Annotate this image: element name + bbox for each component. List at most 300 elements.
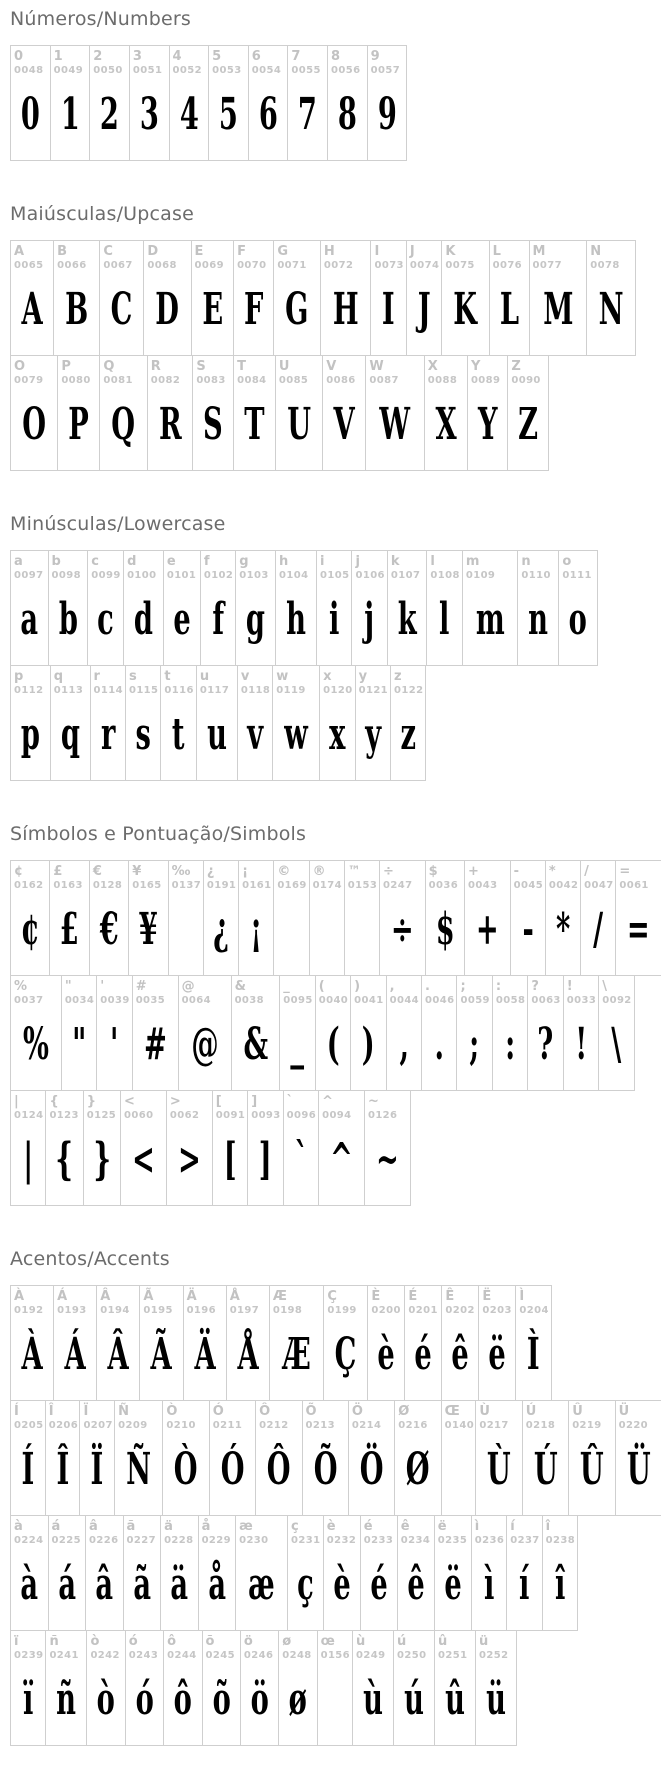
unicode-code: 0072 xyxy=(323,260,354,271)
glyph-cell xyxy=(10,975,62,1091)
cell-header xyxy=(88,551,123,582)
cell-header xyxy=(581,861,615,892)
unicode-code: 0125 xyxy=(86,1110,117,1121)
font-glyph: Å xyxy=(237,1329,259,1380)
unicode-code: 0174 xyxy=(312,880,342,891)
font-glyph: à xyxy=(20,1559,39,1610)
unicode-code: 0040 xyxy=(318,995,349,1006)
section-symbols xyxy=(10,823,661,1206)
unicode-code: 0086 xyxy=(326,375,356,386)
glyph-cell xyxy=(53,1285,97,1401)
glyph-cell xyxy=(147,355,194,471)
reference-char: æ xyxy=(239,1519,253,1534)
cell-header xyxy=(238,666,272,697)
font-glyph: á xyxy=(57,1559,76,1610)
font-glyph: ? xyxy=(537,1019,554,1070)
glyph-cell xyxy=(558,550,597,666)
reference-char: ö xyxy=(243,1634,253,1649)
unicode-code: 0117 xyxy=(199,685,230,696)
glyph-cell xyxy=(50,45,91,161)
unicode-code: 0113 xyxy=(53,685,84,696)
unicode-code: 0097 xyxy=(14,570,44,581)
cell-header xyxy=(197,666,237,697)
reference-char: S xyxy=(196,359,206,374)
reference-char: Î xyxy=(48,1404,54,1419)
reference-char: å xyxy=(201,1519,211,1534)
font-glyph: c xyxy=(97,594,114,645)
reference-char: 8 xyxy=(331,49,341,64)
unicode-code: 0123 xyxy=(49,1110,79,1121)
font-glyph: j xyxy=(364,594,375,645)
glyph-cell xyxy=(506,1515,542,1631)
unicode-code: 0243 xyxy=(128,1650,159,1661)
glyph-cell xyxy=(99,355,147,471)
glyph-cell xyxy=(45,1630,87,1746)
unicode-code: 0102 xyxy=(203,570,234,581)
glyph-cell xyxy=(426,550,462,666)
unicode-code: 0079 xyxy=(14,375,44,386)
unicode-code: 0121 xyxy=(358,685,389,696)
cell-header xyxy=(559,551,596,582)
cell-header xyxy=(569,1401,614,1432)
font-glyph: : xyxy=(505,1019,516,1070)
unicode-code: 0052 xyxy=(172,65,202,76)
font-glyph: Ó xyxy=(220,1444,245,1495)
unicode-code: 0049 xyxy=(53,65,84,76)
glyph-cell xyxy=(233,355,276,471)
unicode-code: 0085 xyxy=(278,375,309,386)
section-accents xyxy=(10,1248,661,1746)
cell-header xyxy=(361,1516,397,1547)
unicode-code: 0057 xyxy=(370,65,401,76)
font-glyph: Æ xyxy=(282,1329,311,1380)
reference-char: M xyxy=(532,244,546,259)
cell-header xyxy=(280,976,314,1007)
reference-char: ÷ xyxy=(383,864,394,879)
glyph-cell xyxy=(322,355,366,471)
font-glyph: i xyxy=(329,594,340,645)
font-glyph: Ô xyxy=(266,1444,291,1495)
font-glyph: ë xyxy=(444,1559,462,1610)
reference-char: W xyxy=(369,359,384,374)
glyph-cell xyxy=(272,665,320,781)
cell-header xyxy=(54,241,99,272)
reference-char: î xyxy=(545,1519,551,1534)
font-glyph xyxy=(175,892,196,975)
unicode-code: 0191 xyxy=(206,880,237,891)
cell-header xyxy=(46,1401,80,1432)
cell-header xyxy=(11,1401,45,1432)
font-glyph: I xyxy=(382,284,396,335)
glyph-cell xyxy=(309,860,345,976)
font-glyph: 6 xyxy=(258,89,278,140)
cell-header xyxy=(236,551,275,582)
font-glyph: o xyxy=(569,594,588,645)
reference-char: v xyxy=(240,669,250,684)
reference-char: ô xyxy=(167,1634,177,1649)
font-glyph: " xyxy=(71,1019,87,1070)
glyph-cell xyxy=(510,860,546,976)
glyph-cell xyxy=(478,1285,516,1401)
glyph-cell xyxy=(231,975,281,1091)
reference-char: Ú xyxy=(525,1404,537,1419)
unicode-code: 0099 xyxy=(91,570,121,581)
cell-header xyxy=(11,976,61,1007)
reference-char: ¿ xyxy=(206,864,215,879)
glyph-cell xyxy=(323,1515,361,1631)
cell-header xyxy=(11,666,50,697)
reference-char: â xyxy=(89,1519,98,1534)
font-glyph xyxy=(316,892,337,975)
unicode-code: 0094 xyxy=(322,1110,352,1121)
font-glyph: w xyxy=(284,709,308,760)
cell-header xyxy=(587,241,635,272)
reference-char: m xyxy=(465,554,480,569)
glyph-cell xyxy=(114,1400,163,1516)
reference-char: ñ xyxy=(49,1634,59,1649)
cell-header xyxy=(288,46,327,77)
unicode-code: 0205 xyxy=(14,1420,44,1431)
cell-header xyxy=(239,861,273,892)
reference-char: U xyxy=(278,359,290,374)
reference-char: L xyxy=(492,244,501,259)
reference-char: © xyxy=(277,864,291,879)
section-title-uppercase: Maiúsculas/Upcase xyxy=(10,203,195,225)
reference-char: Á xyxy=(57,1289,68,1304)
cell-header xyxy=(511,861,545,892)
glyph-cell xyxy=(615,1400,661,1516)
font-glyph: Î xyxy=(56,1444,69,1495)
glyph-cell xyxy=(492,975,528,1091)
font-glyph: O xyxy=(22,399,47,450)
font-glyph: q xyxy=(60,709,80,760)
reference-char: à xyxy=(14,1519,23,1534)
unicode-code: 0083 xyxy=(196,375,226,386)
cell-header xyxy=(279,1631,316,1662)
glyph-cell xyxy=(10,1285,54,1401)
unicode-code: 0163 xyxy=(53,880,83,891)
cell-header xyxy=(288,1516,323,1547)
cell-header xyxy=(394,1631,434,1662)
cell-header xyxy=(248,1091,282,1122)
unicode-code: 0071 xyxy=(277,260,307,271)
font-glyph: ú xyxy=(404,1674,424,1725)
section-lowercase xyxy=(10,513,661,781)
cell-header xyxy=(407,241,441,272)
unicode-code: 0213 xyxy=(305,1420,335,1431)
glyph-cell xyxy=(238,860,274,976)
unicode-code: 0217 xyxy=(479,1420,509,1431)
unicode-code: 0047 xyxy=(584,880,614,891)
unicode-code: 0201 xyxy=(408,1305,438,1316)
reference-char: œ xyxy=(320,1634,335,1649)
glyph-cell xyxy=(278,1630,317,1746)
reference-char: z xyxy=(394,669,402,684)
unicode-code: 0198 xyxy=(272,1305,303,1316)
reference-char: Ã xyxy=(143,1289,154,1304)
glyph-cell xyxy=(96,1285,140,1401)
unicode-code: 0233 xyxy=(363,1535,394,1546)
font-glyph: a xyxy=(20,594,39,645)
glyph-row xyxy=(10,1515,661,1631)
font-glyph: å xyxy=(207,1559,226,1610)
cell-header xyxy=(276,356,322,387)
font-glyph: b xyxy=(58,594,78,645)
unicode-code: 0101 xyxy=(166,570,197,581)
unicode-code: 0050 xyxy=(93,65,123,76)
glyph-cell xyxy=(387,550,428,666)
unicode-code: 0045 xyxy=(513,880,544,891)
unicode-code: 0211 xyxy=(212,1420,243,1431)
glyph-cell xyxy=(128,860,168,976)
unicode-code: 0241 xyxy=(49,1650,79,1661)
reference-char: P xyxy=(61,359,71,374)
reference-char: A xyxy=(14,244,25,259)
font-glyph: S xyxy=(203,399,224,450)
reference-char: e xyxy=(166,554,176,569)
cell-header xyxy=(234,241,273,272)
cell-header xyxy=(86,1516,123,1547)
unicode-code: 0124 xyxy=(14,1110,44,1121)
unicode-code: 0137 xyxy=(171,880,202,891)
unicode-code: 0120 xyxy=(323,685,353,696)
cell-header xyxy=(599,976,633,1007)
glyph-cell xyxy=(83,1090,121,1206)
reference-char: ( xyxy=(318,979,325,994)
reference-char: q xyxy=(53,669,64,684)
font-glyph: > xyxy=(177,1134,201,1185)
unicode-code: 0140 xyxy=(444,1420,475,1431)
font-glyph: & xyxy=(243,1019,268,1070)
reference-char: g xyxy=(239,554,249,569)
glyph-cell xyxy=(125,665,161,781)
glyph-cell xyxy=(370,240,406,356)
unicode-code: 0054 xyxy=(251,65,282,76)
cell-header xyxy=(368,46,407,77)
unicode-code: 0073 xyxy=(374,260,404,271)
reference-char: ¡ xyxy=(242,864,249,879)
unicode-code: 0209 xyxy=(118,1420,148,1431)
font-glyph: K xyxy=(453,284,478,335)
unicode-code: 0237 xyxy=(510,1535,540,1546)
reference-char: * xyxy=(548,864,556,879)
cell-header xyxy=(91,666,125,697)
cell-header xyxy=(345,861,379,892)
font-glyph: - xyxy=(522,904,534,955)
cell-header xyxy=(442,241,488,272)
glyph-cell xyxy=(507,355,549,471)
cell-header xyxy=(395,1401,440,1432)
cell-header xyxy=(442,1286,478,1317)
font-glyph: t xyxy=(172,709,185,760)
font-glyph: R xyxy=(158,399,182,450)
glyph-row xyxy=(10,240,661,356)
reference-char: ? xyxy=(531,979,539,994)
cell-header xyxy=(468,356,507,387)
glyph-cell xyxy=(89,860,129,976)
unicode-code: 0077 xyxy=(532,260,562,271)
glyph-cell xyxy=(86,1630,125,1746)
reference-char: G xyxy=(277,244,288,259)
reference-char: & xyxy=(234,979,246,994)
reference-char: " xyxy=(64,979,72,994)
glyph-cell xyxy=(160,665,196,781)
reference-char: ¢ xyxy=(14,864,24,879)
font-glyph: ç xyxy=(297,1559,314,1610)
reference-char: ø xyxy=(282,1634,292,1649)
font-glyph: / xyxy=(593,904,604,955)
glyph-cell xyxy=(168,860,204,976)
cell-header xyxy=(163,1401,208,1432)
unicode-code: 0098 xyxy=(51,570,81,581)
unicode-code: 0051 xyxy=(132,65,163,76)
glyph-cell xyxy=(360,1515,398,1631)
reference-char: ® xyxy=(312,864,326,879)
unicode-code: 0087 xyxy=(369,375,399,386)
font-glyph: * xyxy=(555,904,571,955)
glyph-cell xyxy=(327,45,368,161)
reference-char: 7 xyxy=(291,49,301,64)
unicode-code: 0082 xyxy=(150,375,181,386)
glyph-cell xyxy=(45,1090,83,1206)
unicode-code: 0196 xyxy=(186,1305,216,1316)
reference-char: F xyxy=(237,244,246,259)
cell-header xyxy=(273,666,319,697)
cell-header xyxy=(616,861,661,892)
font-glyph: M xyxy=(542,284,574,335)
glyph-cell xyxy=(317,1630,353,1746)
unicode-code: 0033 xyxy=(566,995,597,1006)
reference-char: K xyxy=(445,244,456,259)
unicode-code: 0128 xyxy=(92,880,123,891)
cell-header xyxy=(46,1631,86,1662)
cell-header xyxy=(100,241,143,272)
glyph-cell xyxy=(355,665,391,781)
reference-char: i xyxy=(320,554,325,569)
unicode-code: 0203 xyxy=(482,1305,512,1316)
unicode-code: 0251 xyxy=(438,1650,468,1661)
cell-header xyxy=(284,1091,318,1122)
font-glyph: 2 xyxy=(100,89,120,140)
font-glyph: Q xyxy=(111,399,136,450)
cell-header xyxy=(274,861,308,892)
reference-char: x xyxy=(323,669,332,684)
glyph-cell xyxy=(178,975,232,1091)
unicode-code: 0110 xyxy=(521,570,551,581)
cell-header xyxy=(405,1286,441,1317)
unicode-code: 0247 xyxy=(383,880,413,891)
font-glyph xyxy=(324,1662,345,1745)
cell-header xyxy=(184,1286,226,1317)
font-glyph: € xyxy=(99,904,119,955)
cell-header xyxy=(324,1286,367,1317)
glyph-cell xyxy=(10,1515,49,1631)
glyph-cell xyxy=(319,665,355,781)
cell-header xyxy=(425,356,467,387)
glyph-cell xyxy=(208,45,249,161)
unicode-code: 0229 xyxy=(201,1535,232,1546)
reference-char: ^ xyxy=(322,1094,333,1109)
glyph-cell xyxy=(517,550,559,666)
font-glyph: r xyxy=(100,709,115,760)
unicode-code: 0075 xyxy=(445,260,475,271)
font-glyph: W xyxy=(379,399,411,450)
font-glyph: ë xyxy=(488,1329,507,1380)
glyph-cell xyxy=(99,240,144,356)
cell-header xyxy=(616,1401,661,1432)
reference-char: [ xyxy=(215,1094,222,1109)
unicode-code: 0092 xyxy=(602,995,632,1006)
glyph-cell xyxy=(125,1630,164,1746)
glyph-row xyxy=(10,1090,661,1206)
font-glyph: Ì xyxy=(527,1329,540,1380)
glyph-cell xyxy=(404,1285,442,1401)
unicode-code: 0107 xyxy=(390,570,421,581)
unicode-code: 0041 xyxy=(354,995,384,1006)
reference-char: - xyxy=(513,864,520,879)
glyph-cell xyxy=(580,860,616,976)
glyph-cell xyxy=(527,975,563,1091)
font-glyph: Ç xyxy=(335,1329,357,1380)
unicode-code: 0042 xyxy=(548,880,579,891)
unicode-code: 0234 xyxy=(400,1535,431,1546)
font-glyph: P xyxy=(68,399,90,450)
cell-header xyxy=(90,861,128,892)
glyph-cell xyxy=(275,550,317,666)
font-glyph: $ xyxy=(435,904,455,955)
reference-char: Œ xyxy=(444,1404,460,1419)
reference-char: R xyxy=(150,359,161,374)
cell-header xyxy=(274,241,320,272)
cell-header xyxy=(179,976,231,1007)
font-glyph: ! xyxy=(575,1019,588,1070)
cell-header xyxy=(126,666,160,697)
glyph-cell xyxy=(96,975,132,1091)
unicode-code: 0200 xyxy=(371,1305,401,1316)
reference-char: ~ xyxy=(367,1094,379,1109)
reference-char: Ö xyxy=(351,1404,363,1419)
reference-char: € xyxy=(92,864,102,879)
glyph-cell xyxy=(10,1400,46,1516)
unicode-code: 0059 xyxy=(460,995,490,1006)
unicode-code: 0038 xyxy=(234,995,264,1006)
glyph-cell xyxy=(89,45,130,161)
glyph-cell xyxy=(287,1515,324,1631)
glyph-cell xyxy=(365,355,424,471)
reference-char: Û xyxy=(572,1404,583,1419)
cell-header xyxy=(124,1516,161,1547)
font-glyph: Y xyxy=(477,399,498,450)
reference-char: % xyxy=(14,979,28,994)
glyph-cell xyxy=(48,550,89,666)
section-title-lowercase: Minúsculas/Lowercase xyxy=(10,513,226,535)
reference-char: E xyxy=(194,244,204,259)
reference-char: ™ xyxy=(347,864,361,879)
reference-char: ä xyxy=(164,1519,173,1534)
cell-header xyxy=(51,46,90,77)
cell-header xyxy=(490,241,529,272)
font-glyph: X xyxy=(435,399,457,450)
reference-char: d xyxy=(127,554,137,569)
reference-char: c xyxy=(91,554,99,569)
cell-header xyxy=(227,1286,269,1317)
cell-header xyxy=(426,861,464,892)
cell-header xyxy=(90,46,129,77)
font-glyph xyxy=(281,892,302,975)
cell-header xyxy=(11,1091,45,1122)
cell-header xyxy=(170,46,209,77)
font-glyph: z xyxy=(400,709,417,760)
